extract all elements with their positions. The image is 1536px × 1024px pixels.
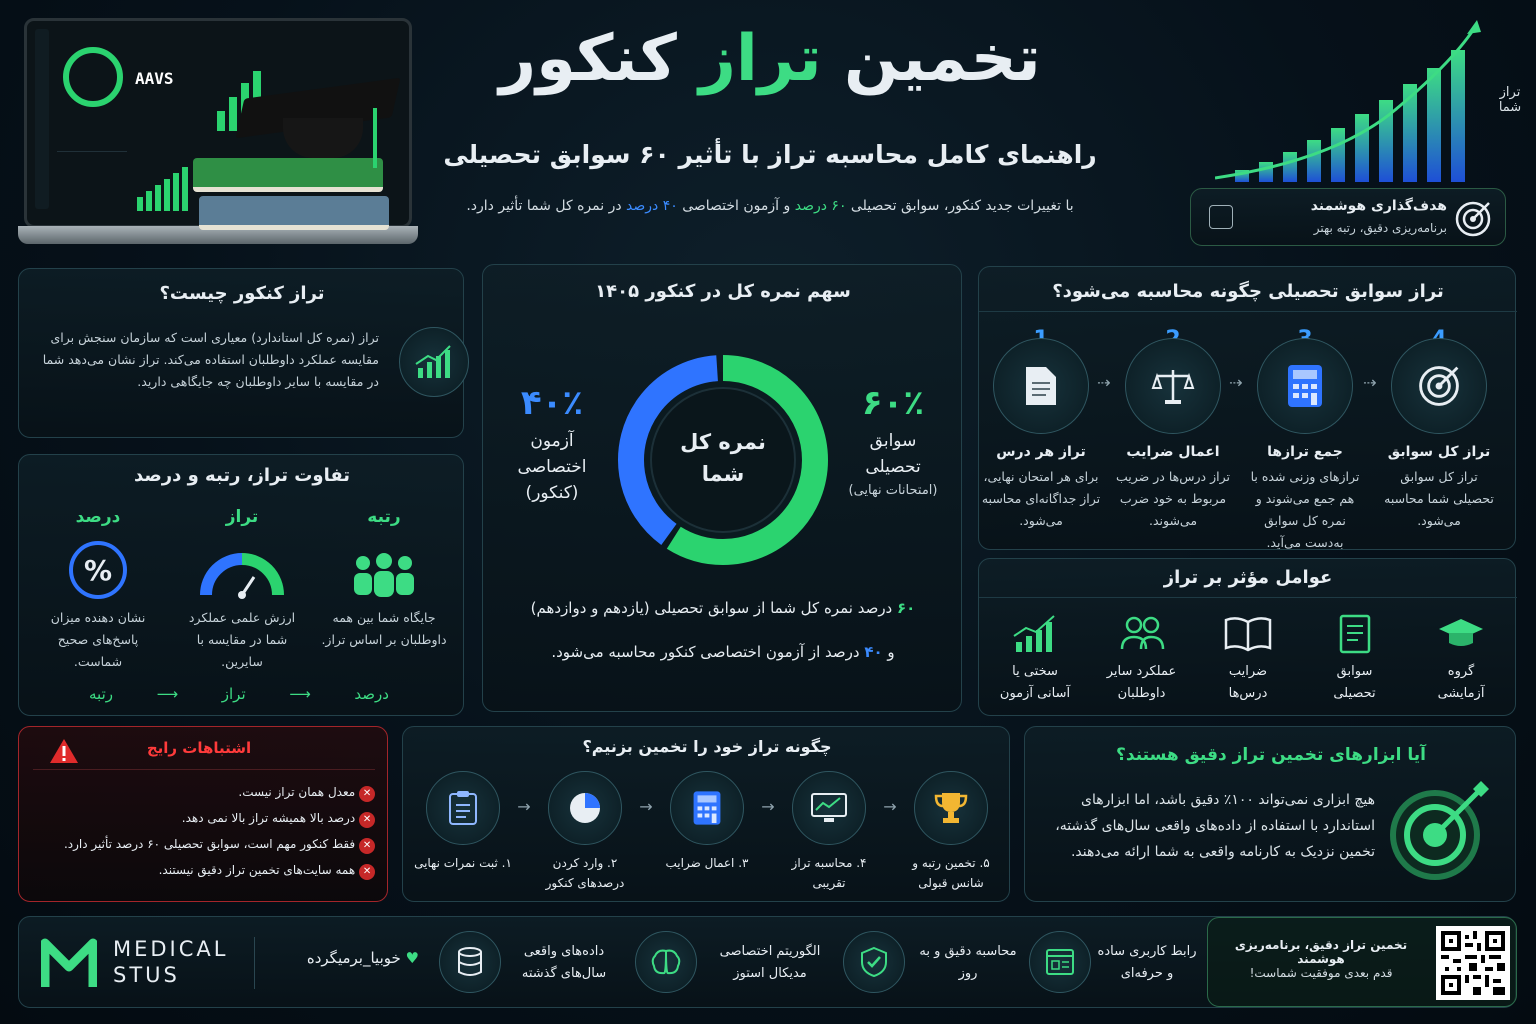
x-icon: ✕	[359, 786, 375, 802]
howto-step-label: ۴. محاسبه تراز تقریبی	[791, 856, 867, 890]
mistakes-title: اشتباهات رایج	[146, 739, 252, 757]
share-left	[497, 383, 607, 503]
flow-arrow-2: ⟶	[289, 685, 311, 703]
howto-arrow: →	[883, 797, 897, 816]
monitor-chart-icon	[792, 771, 866, 845]
calc-step-3-heading: جمع ترازها	[1267, 444, 1343, 460]
calc-step-1	[981, 327, 1101, 532]
document-icon	[993, 338, 1089, 434]
howto-row	[413, 771, 1001, 893]
calc-step-1-heading: تراز هر درس	[996, 444, 1086, 460]
intro-b: ۶۰ درصد	[794, 198, 847, 214]
diff-percent-text: نشان دهنده میزان پاسخ‌های صحیح شماست.	[50, 610, 146, 669]
diff-col-taraz	[177, 507, 307, 673]
mistake-text: همه سایت‌های تخمین تراز دقیق نیستند.	[158, 863, 356, 877]
users-icon	[1092, 611, 1192, 657]
brand-line-1: MEDICAL	[113, 937, 229, 961]
donut-center-text	[663, 430, 783, 486]
mistake-item	[33, 857, 375, 883]
factor-label: سختی یا آسانی آزمون	[999, 664, 1071, 701]
share-right-l3: (امتحانات نهایی)	[848, 483, 938, 498]
intro-d: ۴۰ درصد	[626, 198, 678, 214]
graduation-cap-icon	[243, 88, 393, 168]
diff-taraz-heading: تراز	[225, 507, 259, 527]
factor-item	[1198, 611, 1298, 705]
calc-title: تراز سوابق تحصیلی چگونه محاسبه می‌شود؟	[1052, 281, 1444, 302]
graduation-cap-icon	[1411, 611, 1511, 657]
calc-step-4-heading: تراز کل سوابق	[1387, 444, 1491, 460]
share-note-2-pre: و	[887, 643, 895, 661]
goal-card	[1190, 188, 1506, 246]
footer-feature-text: الگوریتم اختصاصی مدیکال استوز	[719, 944, 821, 981]
share-note-1	[503, 599, 943, 617]
howto-step	[657, 771, 757, 873]
target-icon	[1385, 775, 1495, 885]
share-left-pct: ۴۰٪	[520, 383, 584, 423]
calc-step-3	[1245, 327, 1365, 554]
share-right-l1: سوابق	[869, 431, 917, 451]
pie-chart-icon	[548, 771, 622, 845]
brand-tagline	[269, 949, 419, 967]
page-title	[430, 22, 1110, 96]
bar-chart-icon	[985, 611, 1085, 657]
share-title: سهم نمره کل در کنکور ۱۴۰۵	[595, 281, 851, 302]
howto-arrow: →	[517, 797, 531, 816]
tagline-text: خوبیا_برمیگرده	[306, 949, 401, 967]
heart-icon: ♥	[405, 949, 419, 967]
cta-line-2: قدم بعدی موفقیت شماست!	[1249, 966, 1393, 980]
diff-rank-heading: رتبه	[367, 507, 401, 527]
howto-step-label: ۵. تخمین رتبه و شانس قبولی	[912, 856, 990, 890]
warning-icon	[49, 737, 79, 765]
share-right	[833, 383, 953, 498]
calc-step-4	[1379, 327, 1499, 532]
accuracy-panel	[1024, 726, 1516, 902]
howto-step	[535, 771, 635, 893]
accuracy-body: هیچ ابزاری نمی‌تواند ۱۰۰٪ دقیق باشد، اما ابزارهای استاندارد با استفاده از داده‌های واقعی سال‌های گذشته، تخمین نزدیک به کارنامه واقعی به شما ارائه می‌دهند.	[1055, 792, 1375, 860]
brand-line-2: STUS	[113, 963, 180, 987]
growth-chart-icon	[1215, 20, 1495, 185]
target-icon	[1391, 338, 1487, 434]
flow-percent: درصد	[354, 685, 389, 703]
x-icon: ✕	[359, 864, 375, 880]
factor-label: عملکرد سایر داوطلبان	[1106, 664, 1177, 701]
mistake-item	[33, 779, 375, 805]
calc-arrow-1: ⇢	[1097, 373, 1111, 392]
brand-name	[113, 937, 228, 987]
footer-feature	[843, 931, 1023, 995]
howto-step	[413, 771, 513, 873]
flow-taraz: تراز	[221, 685, 246, 703]
calc-panel	[978, 266, 1516, 550]
factor-label: سوابق تحصیلی	[1333, 664, 1376, 701]
interface-icon	[1029, 931, 1091, 993]
share-note-1-text: درصد نمره کل شما از سوابق تحصیلی (یازدهم و دوازدهم)	[530, 599, 893, 617]
footer-feature-text: محاسبه دقیق و به روز	[919, 944, 1017, 981]
factor-label: ضرایب درس‌ها	[1228, 664, 1268, 701]
calculator-icon	[1257, 338, 1353, 434]
scales-icon	[1125, 338, 1221, 434]
people-icon	[319, 539, 449, 599]
mistake-text: معدل همان تراز نیست.	[238, 785, 356, 799]
footer-bar	[18, 916, 1516, 1008]
footer-feature	[1029, 931, 1199, 995]
diff-flow	[89, 685, 389, 703]
factor-item	[1411, 611, 1511, 705]
accuracy-title: آیا ابزارهای تخمین تراز دقیق هستند؟	[1116, 745, 1426, 765]
diff-col-rank	[319, 507, 449, 651]
factor-label: گروه آزمایشی	[1437, 664, 1485, 701]
howto-title: چگونه تراز خود را تخمین بزنیم؟	[582, 737, 832, 756]
laptop-illustration	[18, 18, 418, 253]
diff-rank-text: جایگاه شما بین همه داوطلبان بر اساس تراز.	[321, 610, 447, 647]
howto-step	[779, 771, 879, 893]
laptop-screen-text: AAVS	[135, 69, 174, 88]
percent-icon: %	[33, 539, 163, 599]
share-left-l1: آزمون	[530, 431, 574, 451]
what-is-title: تراز کنکور چیست؟	[159, 283, 325, 304]
intro-c: و آزمون اختصاصی	[682, 198, 791, 214]
factors-title: عوامل مؤثر بر تراز	[1163, 567, 1333, 588]
brain-icon	[635, 931, 697, 993]
calc-step-2-text: تراز درس‌ها در ضریب مربوط به خود ضرب می‌شوند.	[1116, 469, 1230, 528]
intro-text	[410, 198, 1130, 214]
page-subtitle: راهنمای کامل محاسبه تراز با تأثیر ۶۰ سوابق تحصیلی	[443, 140, 1097, 169]
share-note-1-num: ۶۰	[897, 599, 916, 617]
document-icon	[1305, 611, 1405, 657]
title-word-2: تراز	[699, 22, 822, 96]
title-word-3: کنکور	[499, 22, 677, 96]
open-book-icon	[1198, 611, 1298, 657]
howto-arrow: →	[639, 797, 653, 816]
mistakes-panel	[18, 726, 388, 902]
donut-center-2: شما	[701, 462, 745, 486]
howto-step-label: ۲. وارد کردن درصدهای کنکور	[545, 856, 625, 890]
chart-small-icon	[1209, 205, 1233, 229]
trophy-icon	[914, 771, 988, 845]
diff-percent-heading: درصد	[75, 507, 121, 527]
brand-logo-icon	[41, 935, 97, 991]
footer-feature	[635, 931, 835, 995]
difference-title: تفاوت تراز، رتبه و درصد	[133, 465, 351, 486]
calc-step-1-text: برای هر امتحان نهایی، تراز جداگانه‌ای محاسبه می‌شود.	[981, 469, 1101, 528]
x-icon: ✕	[359, 838, 375, 854]
calculator-icon	[670, 771, 744, 845]
share-left-l3: (کنکور)	[525, 483, 579, 503]
what-is-body: تراز (نمره کل استاندارد) معیاری است که سازمان سنجش برای مقایسه عملکرد داوطلبان استفاده می‌کند. تراز نشان می‌دهد شما در مقایسه با سایر داوطلبان چه جایگاهی دارید.	[42, 330, 379, 389]
intro-a: با تغییرات جدید کنکور، سوابق تحصیلی	[850, 198, 1074, 214]
mistake-item	[33, 831, 375, 857]
howto-arrow: →	[761, 797, 775, 816]
cta-box	[1207, 917, 1517, 1007]
mistake-text: فقط کنکور مهم است، سوابق تحصیلی ۶۰ درصد تأثیر دارد.	[63, 837, 356, 851]
calc-arrow-2: ⇢	[1229, 373, 1243, 392]
calc-arrow-3: ⇢	[1363, 373, 1377, 392]
flow-arrow-1: ⟶	[156, 685, 179, 703]
goal-title: هدف‌گذاری هوشمند	[1310, 198, 1447, 214]
mistakes-list	[33, 779, 375, 883]
clipboard-icon	[426, 771, 500, 845]
chart-your-score-label: تراز شما	[1498, 85, 1522, 115]
donut-center-1: نمره کل	[680, 430, 766, 454]
books-icon	[193, 158, 393, 238]
factor-item	[1305, 611, 1405, 705]
calc-step-2	[1113, 327, 1233, 532]
factor-item	[985, 611, 1085, 705]
share-note-2-num: ۴۰	[864, 643, 883, 661]
mistake-item	[33, 805, 375, 831]
calc-step-2-heading: اعمال ضرایب	[1126, 444, 1220, 460]
database-icon	[439, 931, 501, 993]
x-icon: ✕	[359, 812, 375, 828]
diff-taraz-text: ارزش علمی عملکرد شما در مقایسه با سایرین.	[188, 610, 296, 669]
share-note-2-text: درصد از آزمون اختصاصی کنکور محاسبه می‌شود.	[551, 643, 860, 661]
share-right-pct: ۶۰٪	[861, 383, 925, 423]
howto-step-label: ۱. ثبت نمرات نهایی	[414, 856, 512, 870]
difference-panel	[18, 454, 464, 716]
qr-code-icon[interactable]	[1436, 926, 1510, 1000]
what-is-panel	[18, 268, 464, 438]
footer-feature-text: داده‌های واقعی سال‌های گذشته	[521, 944, 607, 981]
howto-step-label: ۳. اعمال ضرایب	[665, 856, 749, 870]
factors-panel	[978, 558, 1516, 716]
share-left-l2: اختصاصی	[517, 457, 587, 477]
footer-feature-text: رابط کاربری ساده و حرفه‌ای	[1097, 944, 1197, 981]
mistake-text: درصد بالا همیشه تراز بالا نمی دهد.	[181, 811, 356, 825]
diff-col-percent	[33, 507, 163, 673]
calc-step-3-text: ترازهای وزنی شده با هم جمع می‌شوند و نمره کل سوابق به‌دست می‌آید.	[1250, 469, 1360, 550]
share-panel	[482, 264, 962, 712]
calc-step-4-text: تراز کل سوابق تحصیلی شما محاسبه می‌شود.	[1384, 469, 1494, 528]
share-note-2	[503, 643, 943, 661]
share-right-l2: تحصیلی	[865, 457, 921, 477]
title-word-1: تخمین	[843, 22, 1041, 96]
trend-up-icon	[399, 327, 469, 397]
shield-check-icon	[843, 931, 905, 993]
cta-line-1: تخمین تراز دقیق، برنامه‌ریزی هوشمند	[1234, 938, 1408, 966]
flow-rank: رتبه	[89, 685, 113, 703]
goal-sub: برنامه‌ریزی دقیق، رتبه بهتر	[1313, 221, 1447, 235]
intro-e: در نمره کل شما تأثیر دارد.	[466, 198, 622, 214]
factor-item	[1092, 611, 1192, 705]
gauge-icon	[177, 539, 307, 599]
footer-feature	[439, 931, 619, 995]
target-icon	[1453, 199, 1493, 239]
howto-panel	[402, 726, 1010, 902]
factors-row	[985, 611, 1511, 705]
howto-step	[901, 771, 1001, 893]
